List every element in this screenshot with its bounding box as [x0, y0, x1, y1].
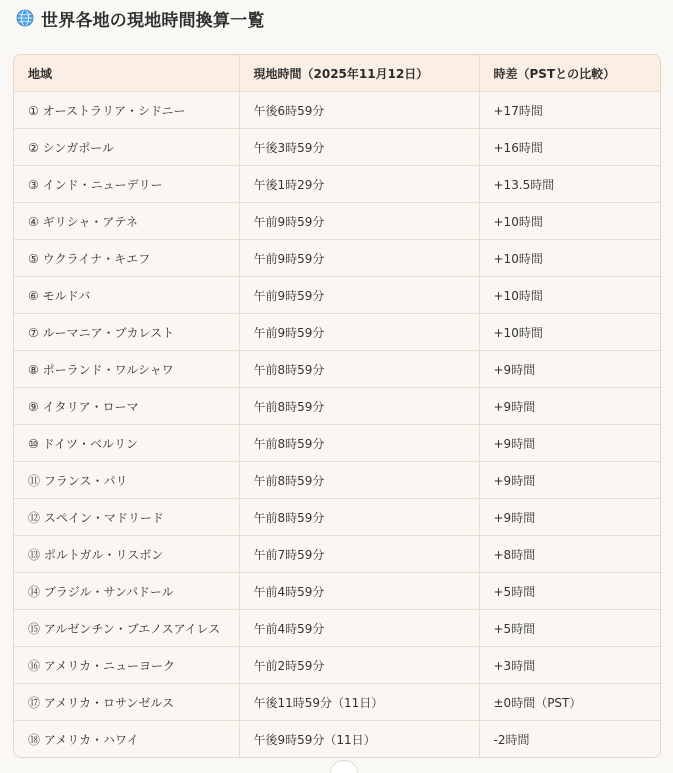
local-time-cell: 午前7時59分 [239, 536, 479, 573]
region-cell: ① オーストラリア・シドニー [14, 92, 239, 129]
region-cell: ④ ギリシャ・アテネ [14, 203, 239, 240]
time-difference-cell: +9時間 [479, 351, 660, 388]
local-time-cell: 午前9時59分 [239, 277, 479, 314]
table-row [14, 499, 660, 536]
local-time-cell: 午前9時59分 [239, 314, 479, 351]
globe-icon [16, 9, 34, 27]
table-row [14, 240, 660, 277]
table-row [14, 647, 660, 684]
local-time-cell: 午後9時59分（11日） [239, 721, 479, 758]
region-cell: ③ インド・ニューデリー [14, 166, 239, 203]
title-text: 世界各地の現地時間換算一覧 [41, 10, 265, 31]
time-difference-cell: -2時間 [493, 732, 530, 747]
region-cell: ⑱ アメリカ・ハワイ [14, 721, 239, 758]
time-difference-cell: +16時間 [479, 129, 660, 166]
local-time-cell: 午後6時59分 [239, 92, 479, 129]
table-row [14, 573, 660, 610]
table-body [14, 92, 660, 758]
region-cell: ⑨ イタリア・ローマ [14, 388, 239, 425]
table-row [14, 314, 660, 351]
local-time-cell: 午後3時59分 [239, 129, 479, 166]
region-cell: ⑦ ルーマニア・ブカレスト [14, 314, 239, 351]
time-difference-cell: +13.5時間 [479, 166, 660, 203]
table-row [14, 129, 660, 166]
time-difference-cell: +9時間 [479, 388, 660, 425]
local-time-cell: 午前9時59分 [239, 203, 479, 240]
table-row [14, 425, 660, 462]
scroll-down-button[interactable] [330, 760, 358, 773]
table-row [14, 462, 660, 499]
region-cell: ⑰ アメリカ・ロサンゼルス [14, 684, 239, 721]
region-cell: ② シンガポール [14, 129, 239, 166]
column-header-local-time: 現地時間（2025年11月12日） [239, 55, 479, 92]
local-time-cell: 午前8時59分 [239, 351, 479, 388]
region-cell: ⑥ モルドバ [14, 277, 239, 314]
time-difference-cell: +5時間 [479, 610, 660, 647]
table-row [14, 721, 660, 758]
time-difference-cell: +9時間 [479, 499, 660, 536]
time-difference-cell: +3時間 [479, 647, 660, 684]
time-difference-cell: +10時間 [479, 314, 660, 351]
local-time-cell: 午前4時59分 [239, 610, 479, 647]
time-difference-cell: +5時間 [479, 573, 660, 610]
region-cell: ⑤ ウクライナ・キエフ [14, 240, 239, 277]
time-difference-cell: +10時間 [479, 240, 660, 277]
table-row [14, 166, 660, 203]
region-cell: ⑭ ブラジル・サンパドール [14, 573, 239, 610]
time-table [13, 54, 661, 758]
column-header-time-difference: 時差（PSTとの比較） [479, 55, 660, 92]
table-row [14, 684, 660, 721]
region-cell: ⑬ ポルトガル・リスボン [14, 536, 239, 573]
local-time-cell: 午前8時59分 [239, 388, 479, 425]
time-difference-cell: +8時間 [479, 536, 660, 573]
region-cell: ⑮ アルゼンチン・ブエノスアイレス [14, 610, 239, 647]
local-time-cell: 午前2時59分 [239, 647, 479, 684]
region-cell: ⑫ スペイン・マドリード [14, 499, 239, 536]
region-cell: ⑧ ポーランド・ワルシャワ [14, 351, 239, 388]
table-row [14, 351, 660, 388]
time-difference-cell: +10時間 [479, 277, 660, 314]
page-title [16, 6, 265, 30]
time-difference-cell: ±0時間（PST） [479, 684, 660, 721]
table-row [14, 277, 660, 314]
local-time-cell: 午前8時59分 [239, 499, 479, 536]
region-cell: ⑪ フランス・パリ [14, 462, 239, 499]
local-time-cell: 午前8時59分 [239, 462, 479, 499]
time-difference-cell: +10時間 [479, 203, 660, 240]
local-time-cell: 午後11時59分（11日） [239, 684, 479, 721]
table-row [14, 388, 660, 425]
table-row [14, 92, 660, 129]
local-time-cell: 午前4時59分 [239, 573, 479, 610]
region-cell: ⑯ アメリカ・ニューヨーク [14, 647, 239, 684]
time-difference-cell: +9時間 [479, 425, 660, 462]
time-difference-cell: +17時間 [479, 92, 660, 129]
local-time-cell: 午後1時29分 [239, 166, 479, 203]
region-cell: ⑩ ドイツ・ベルリン [14, 425, 239, 462]
table-row [14, 536, 660, 573]
table-row [14, 203, 660, 240]
time-difference-cell: +9時間 [479, 462, 660, 499]
table-header-row [14, 55, 660, 92]
table-row [14, 610, 660, 647]
local-time-cell: 午前8時59分 [239, 425, 479, 462]
column-header-region: 地域 [14, 55, 239, 92]
local-time-cell: 午前9時59分 [239, 240, 479, 277]
